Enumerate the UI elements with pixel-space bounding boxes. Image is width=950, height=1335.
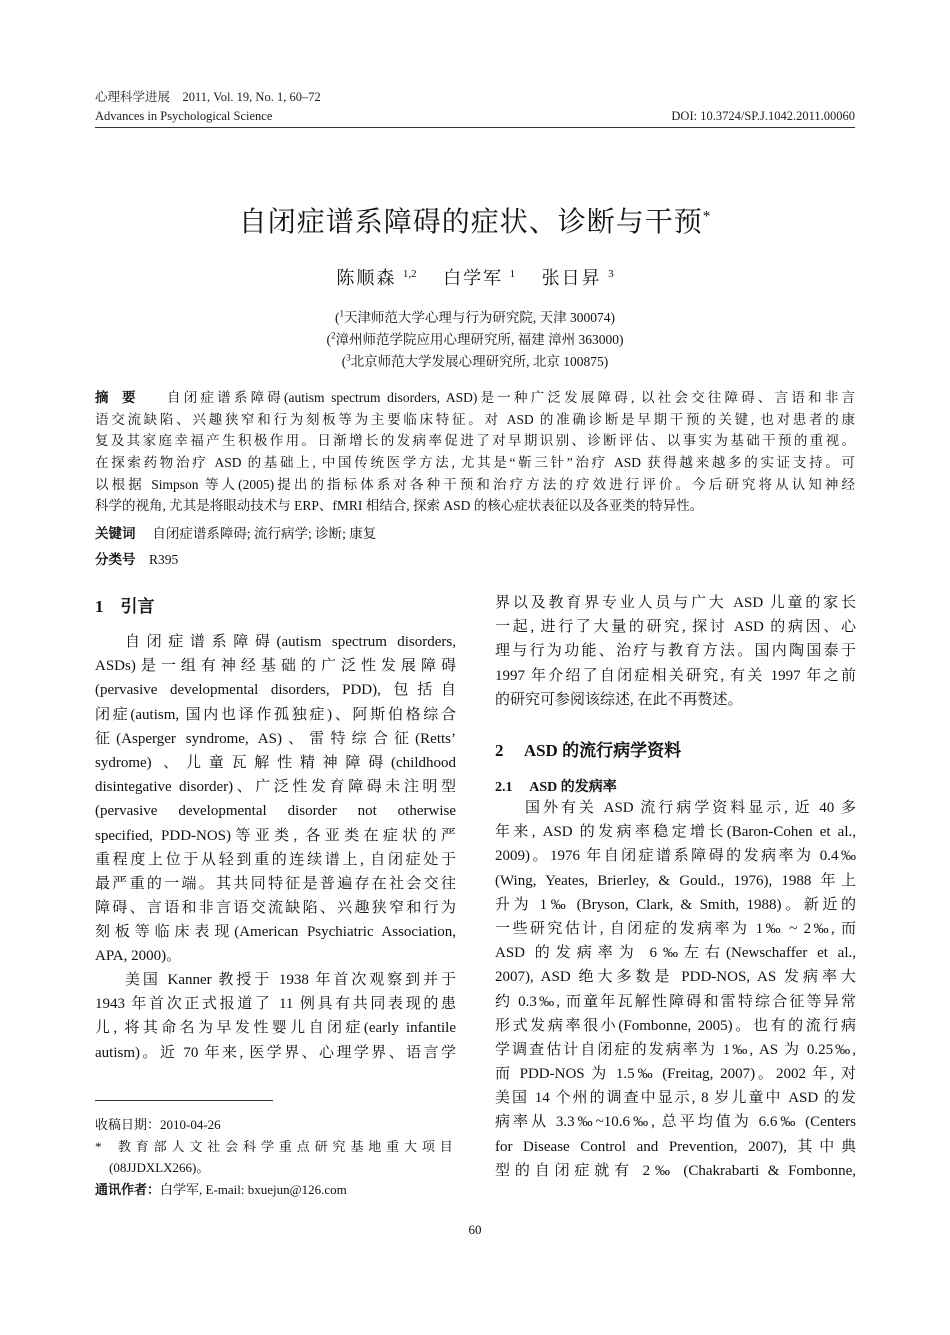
text-line: 1997 年介绍了自闭症相关研究, 有关 1997 年之前 [495, 667, 856, 684]
section-num: 1 [95, 597, 104, 616]
text-line: 国外有关 ASD 流行病学资料显示, 近 40 多 [525, 800, 856, 816]
header-rule [95, 127, 855, 128]
author-sup: 1,2 [402, 268, 417, 280]
text-line: 以根据 Simpson 等人(2005)提出的指标体系对各种干预和治疗方法的疗效进行评价。今后研究将从认知神经 [95, 476, 855, 492]
author: 白学军 [443, 268, 504, 288]
aff-text: 天津师范大学心理与行为研究院, 天津 300074) [343, 310, 616, 325]
text-line: 病率从 3.3‰~10.6‰, 总平均值为 6.6‰ (Centers [495, 1114, 856, 1131]
aff-sup: 1 [339, 308, 344, 319]
corr-text: 白学军, E-mail: bxuejun@126.com [160, 1181, 347, 1197]
text-line: 自闭症谱系障碍(autism spectrum disorders, [125, 634, 456, 650]
text-line: ASD 的发病率为 6‰左右(Newschaffer et al., [495, 945, 856, 962]
keywords-text: 自闭症谱系障碍; 流行病学; 诊断; 康复 [152, 526, 377, 541]
section-title: ASD 的发病率 [529, 780, 617, 795]
title-text: 自闭症谱系障碍的症状、诊断与干预 [238, 207, 703, 238]
text-line: APA, 2000)。 [95, 948, 182, 965]
author: 陈顺森 [336, 268, 397, 288]
text-line: 年来, ASD 的发病率稳定增长(Baron-Cohen et al., [495, 824, 856, 841]
text-line: 刻板等临床表现(American Psychiatric Association, [95, 924, 456, 941]
text-line: (pervasive developmental disorder not otherwise [95, 803, 456, 820]
footnotes [95, 1114, 456, 1200]
author: 张日昇 [541, 268, 602, 288]
text-line: 重程度上位于从轻到重的连续谱上, 自闭症处于 [95, 851, 456, 868]
footnote-rule [95, 1100, 273, 1101]
section-title: ASD 的流行病学资料 [523, 741, 682, 760]
text-line: 自闭症谱系障碍(autism spectrum disorders, ASD)是一种广泛发展障碍, 以社会交往障碍、言语和非言 [167, 390, 855, 405]
abstract [95, 387, 855, 517]
text-line: disintegative disorder)、广泛性发育障碍未注明型 [95, 779, 456, 796]
aff-sup: 3 [346, 352, 351, 363]
text-line: 最严重的一端。其共同特征是普遍存在社会交往 [95, 875, 456, 892]
paper-title [0, 200, 950, 240]
author-sup: 1 [509, 268, 516, 280]
aff-text: 漳州师范学院应用心理研究所, 福建 漳州 363000) [335, 332, 624, 347]
text-line: 美国 14 个州的调查中显示, 8 岁儿童中 ASD 的发 [495, 1090, 856, 1107]
text-line: 而 PDD-NOS 为 1.5‰ (Freitag, 2007)。2002 年, 对 [495, 1066, 856, 1083]
text-line: 的研究可参阅该综述, 在此不再赘述。 [495, 691, 743, 708]
text-line: 一些研究估计, 自闭症的发病率为 1‰ ~ 2‰, 而 [495, 920, 856, 937]
paragraph [495, 591, 856, 712]
text-line: 学调查估计自闭症的发病率为 1‰, AS 为 0.25‰, [495, 1041, 856, 1058]
journal-cn: 心理科学进展 2011, Vol. 19, No. 1, 60–72 [95, 90, 321, 104]
text-line: 儿, 将其命名为早发性婴儿自闭症(early infantile [95, 1020, 456, 1037]
text-line: 科学的视角, 尤其是将眼动技术与 ERP、fMRI 相结合, 探索 ASD 的核心症状表征以及各亚类的特异性。 [95, 498, 704, 514]
author-sup: 3 [608, 268, 614, 280]
text-line: 在探索药物治疗 ASD 的基础上, 中国传统医学方法, 尤其是“靳三针”治疗 ASD 获得越来越多的实证支持。可 [95, 455, 855, 471]
page-number: 60 [468, 1222, 482, 1237]
text-line: 障碍、言语和非言语交流缺陷、兴趣狭窄和行为 [95, 900, 456, 917]
text-line: 形式发病率很小(Fombonne, 2005)。也有的流行病 [495, 1017, 856, 1034]
text-line: autism)。近 70 年来, 医学界、心理学界、语言学 [95, 1044, 456, 1061]
fund-code: (08JJDXLX266)。 [109, 1160, 210, 1175]
section-2-heading [495, 736, 681, 761]
section-num: 2.1 [495, 780, 513, 795]
paragraph [95, 630, 456, 969]
classification [95, 548, 178, 568]
text-line: 征(Asperger syndrome, AS)、雷特综合征(Retts’ [95, 730, 456, 747]
paragraph [495, 796, 856, 1183]
text-line: specified, PDD-NOS)等亚类, 各亚类在症状的严 [95, 827, 456, 844]
text-line: 约 0.3‰, 而童年瓦解性障碍和雷特综合征等异常 [495, 993, 856, 1010]
section-1-heading [95, 592, 155, 617]
affiliation: ($^2$漳州师范学院应用心理研究所, 福建 漳州 363000) [326, 330, 624, 347]
fund-text: 教育部人文社会科学重点研究基地重大项目 [117, 1138, 456, 1154]
text-line: 语交流缺陷、兴趣狭窄和行为刻板等为主要临床特征。对 ASD 的准确诊断是早期干预的关键, 也对患者的康 [95, 411, 855, 427]
text-line: sydrome) 、儿童瓦解性精神障碍(childhood [95, 754, 456, 771]
affiliation: ($^3$北京师范大学发展心理研究所, 北京 100875) [341, 352, 609, 369]
keywords-label: 关键词 [95, 526, 136, 541]
received-date: 收稿日期：2010-04-26 [95, 1117, 221, 1132]
section-num: 2 [495, 741, 504, 760]
authors [0, 264, 950, 290]
classification-label: 分类号 [95, 552, 136, 567]
fund-mark: * [95, 1138, 102, 1154]
text-line: 美国 Kanner 教授于 1938 年首次观察到并于 [125, 972, 456, 988]
text-line: 闭症(autism, 国内也译作孤独症)、阿斯伯格综合 [95, 706, 456, 723]
doi: DOI: 10.3724/SP.J.1042.2011.00060 [671, 109, 855, 123]
paragraph [95, 968, 456, 1065]
title-mark: * [702, 208, 712, 225]
text-line: 1943 年首次正式报道了 11 例具有共同表现的患 [95, 996, 456, 1013]
text-line: ASDs)是一组有神经基础的广泛性发展障碍 [95, 658, 456, 675]
section-title: 引言 [120, 597, 155, 616]
aff-sup: 2 [331, 330, 336, 341]
text-line: 界以及教育界专业人员与广大 ASD 儿童的家长 [495, 595, 856, 611]
text-line: 2007), ASD 绝大多数是 PDD-NOS, AS 发病率大 [495, 969, 856, 986]
affiliation: ($^1$天津师范大学心理与行为研究院, 天津 300074) [334, 308, 616, 325]
corr-label: 通讯作者： [95, 1181, 161, 1197]
classification-text: R395 [149, 552, 179, 567]
text-line: (Wing, Yeates, Brierley, & Gould., 1976), 1988 年上 [495, 872, 856, 889]
text-line: 复及其家庭幸福产生积极作用。日渐增长的发病率促进了对早期识别、诊断评估、以事实为基础干预的重视。 [95, 433, 855, 449]
text-line: 理与行为功能、治疗与教育方法。国内陶国泰于 [495, 643, 856, 660]
text-line: (pervasive developmental disorders, PDD), 包括自 [95, 682, 456, 699]
section-2-1-heading [495, 776, 617, 796]
text-line: 一起, 进行了大量的研究, 探讨 ASD 的病因、心 [495, 619, 856, 636]
abstract-label: 摘 要 [95, 390, 136, 405]
keywords [95, 522, 376, 542]
text-line: 2009)。1976 年自闭症谱系障碍的发病率为 0.4‰ [495, 848, 856, 865]
aff-text: 北京师范大学发展心理研究所, 北京 100875) [350, 354, 609, 369]
text-line: 升为 1‰ (Bryson, Clark, & Smith, 1988)。新近的 [495, 896, 856, 913]
journal-en: Advances in Psychological Science [95, 109, 273, 123]
text-line: 型的自闭症就有 2‰ (Chakrabarti & Fombonne, [495, 1162, 856, 1179]
text-line: for Disease Control and Prevention, 2007), 其中典 [495, 1138, 856, 1155]
